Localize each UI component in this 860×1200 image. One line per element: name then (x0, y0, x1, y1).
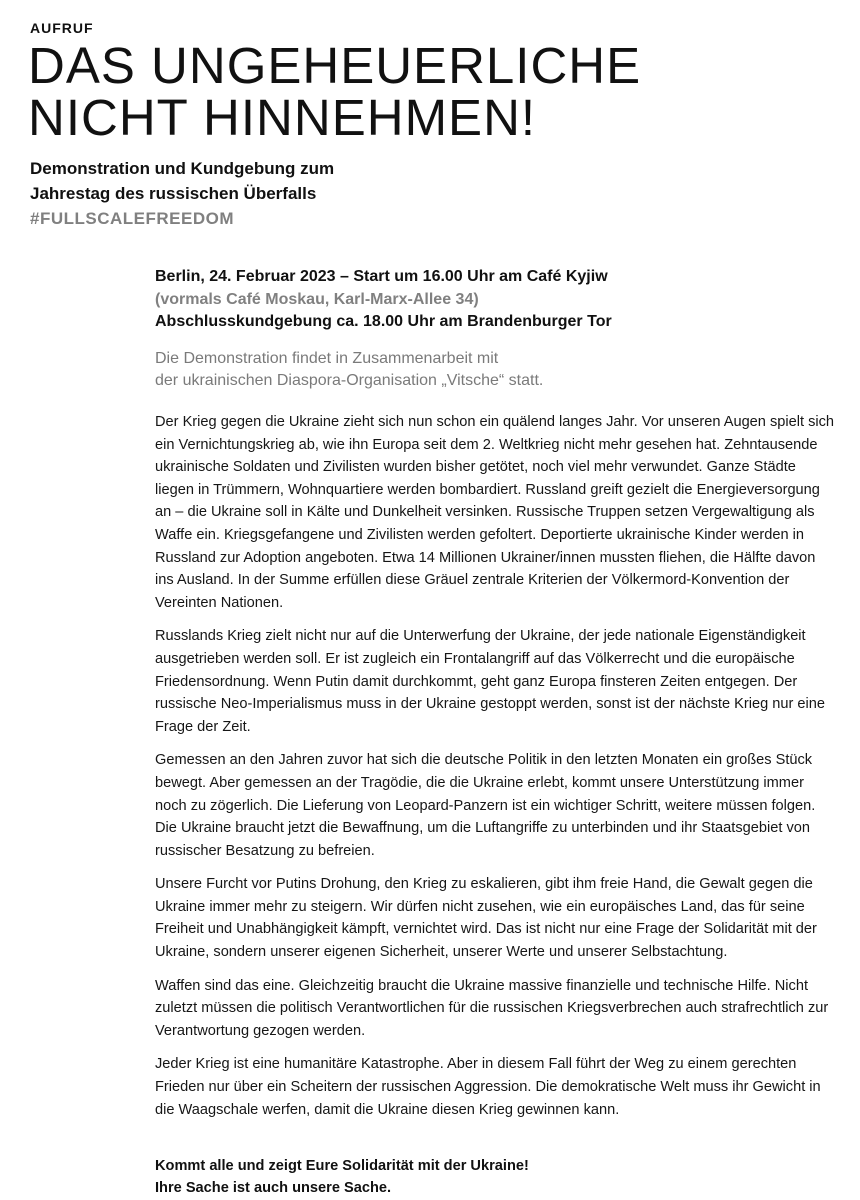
body-paragraph-5: Waffen sind das eine. Gleichzeitig braucht die Ukraine massive finanzielle und technische Hilfe. Nicht zuletzt müssen die politisch Verantwortlichen für die russischen Kriegsverbrechen auch strafrechtlich zur Verantwortung gezogen werden. (155, 977, 829, 1039)
closing-line-1: Kommt alle und zeigt Eure Solidarität mit der Ukraine! (155, 1158, 529, 1174)
event-final-rally: Abschlusskundgebung ca. 18.00 Uhr am Brandenburger Tor (155, 313, 612, 330)
headline-line-2: NICHT HINNEHMEN! (28, 89, 537, 146)
cooperation-note (155, 348, 835, 392)
cooperation-line-1: Die Demonstration findet in Zusammenarbeit mit (155, 350, 499, 367)
kicker-label: AUFRUF (30, 20, 94, 36)
body-paragraph-4: Unsere Furcht vor Putins Drohung, den Krieg zu eskalieren, gibt ihm freie Hand, die Gewalt gegen die Ukraine immer mehr zu steigern. Wir dürfen nicht zusehen, wie ein europäisches Land, das für seine Freiheit und Unabhängigkeit kämpft, vernichtet wird. Das ist nicht nur eine Frage der Solidarität mit der Ukraine, sondern unserer eigenen Sicherheit, unserer Werte und unserer Selbstachtung. (155, 876, 817, 961)
hashtag: #FULLSCALEFREEDOM (30, 209, 234, 228)
closing-line-2: Ihre Sache ist auch unsere Sache. (155, 1180, 392, 1196)
body-paragraph-6: Jeder Krieg ist eine humanitäre Katastrophe. Aber in diesem Fall führt der Weg zu einem gerechten Frieden nur über ein Scheitern der russischen Aggression. Die demokratische Welt muss ihr Gewicht in die Waagschale werfen, damit die Ukraine diesen Krieg gewinnen kann. (155, 1056, 821, 1118)
body-paragraph-2: Russlands Krieg zielt nicht nur auf die Unterwerfung der Ukraine, der jede nationale Eigenständigkeit ausgetrieben werden soll. Er ist zugleich ein Frontalangriff auf das Völkerrecht und die europäische Friedensordnung. Wenn Putin damit durchkommt, geht ganz Europa finsteren Zeiten entgegen. Der russische Neo-Imperialismus muss in der Ukraine gestoppt werden, sonst ist der nächste Krieg nur eine Frage der Zeit. (155, 628, 825, 735)
subtitle-line-2: Jahrestag des russischen Überfalls (30, 184, 317, 203)
event-details (155, 266, 835, 334)
event-location-note: (vormals Café Moskau, Karl-Marx-Allee 34) (155, 290, 479, 308)
event-date-start: Berlin, 24. Februar 2023 – Start um 16.00 Uhr am Café Kyjiw (155, 268, 608, 285)
body-paragraph-1: Der Krieg gegen die Ukraine zieht sich nun schon ein quälend langes Jahr. Vor unseren Augen spielt sich ein Vernichtungskrieg ab, wie ihn Europa seit dem 2. Weltkrieg nicht mehr gesehen hat. Zehntausende ukrainische Soldaten und Zivilisten wurden bisher getötet, noch viel mehr verwundet. Ganze Städte liegen in Trümmern, Wohnquartiere werden bombardiert. Russland greift gezielt die Energieversorgung an – die Ukraine soll in Kälte und Dunkelheit versinken. Russische Truppen setzen Vergewaltigung als Waffe ein. Kriegsgefangene und Zivilisten werden gefoltert. Deportierte ukrainische Kinder werden in Russland zur Adoption angeboten. Etwa 14 Millionen Ukrainer/innen mussten fliehen, die Hälfte davon ins Ausland. In der Summe erfüllen diese Gräuel zentrale Kriterien der Völkermord-Konvention der Vereinten Nationen. (155, 414, 835, 611)
headline-line-1: DAS UNGEHEUERLICHE (28, 37, 642, 94)
closing-call (155, 1155, 835, 1199)
body-paragraph-3: Gemessen an den Jahren zuvor hat sich die deutsche Politik in den letzten Monaten ein großes Stück bewegt. Aber gemessen an der Tragödie, die die Ukraine erlebt, kommt unsere Unterstützung immer noch zu zögerlich. Die Lieferung von Leopard-Panzern ist ein wichtiger Schritt, weitere müssen folgen. Die Ukraine braucht jetzt die Bewaffnung, um die Luftangriffe zu unterbinden und ihr Staatsgebiet von russischer Besatzung zu befreien. (155, 752, 816, 859)
cooperation-line-2: der ukrainischen Diaspora-Organisation „Vitsche“ statt. (155, 372, 544, 389)
subtitle (30, 156, 334, 206)
subtitle-line-1: Demonstration und Kundgebung zum (30, 159, 335, 178)
headline (28, 37, 828, 146)
body-text (155, 411, 835, 1132)
